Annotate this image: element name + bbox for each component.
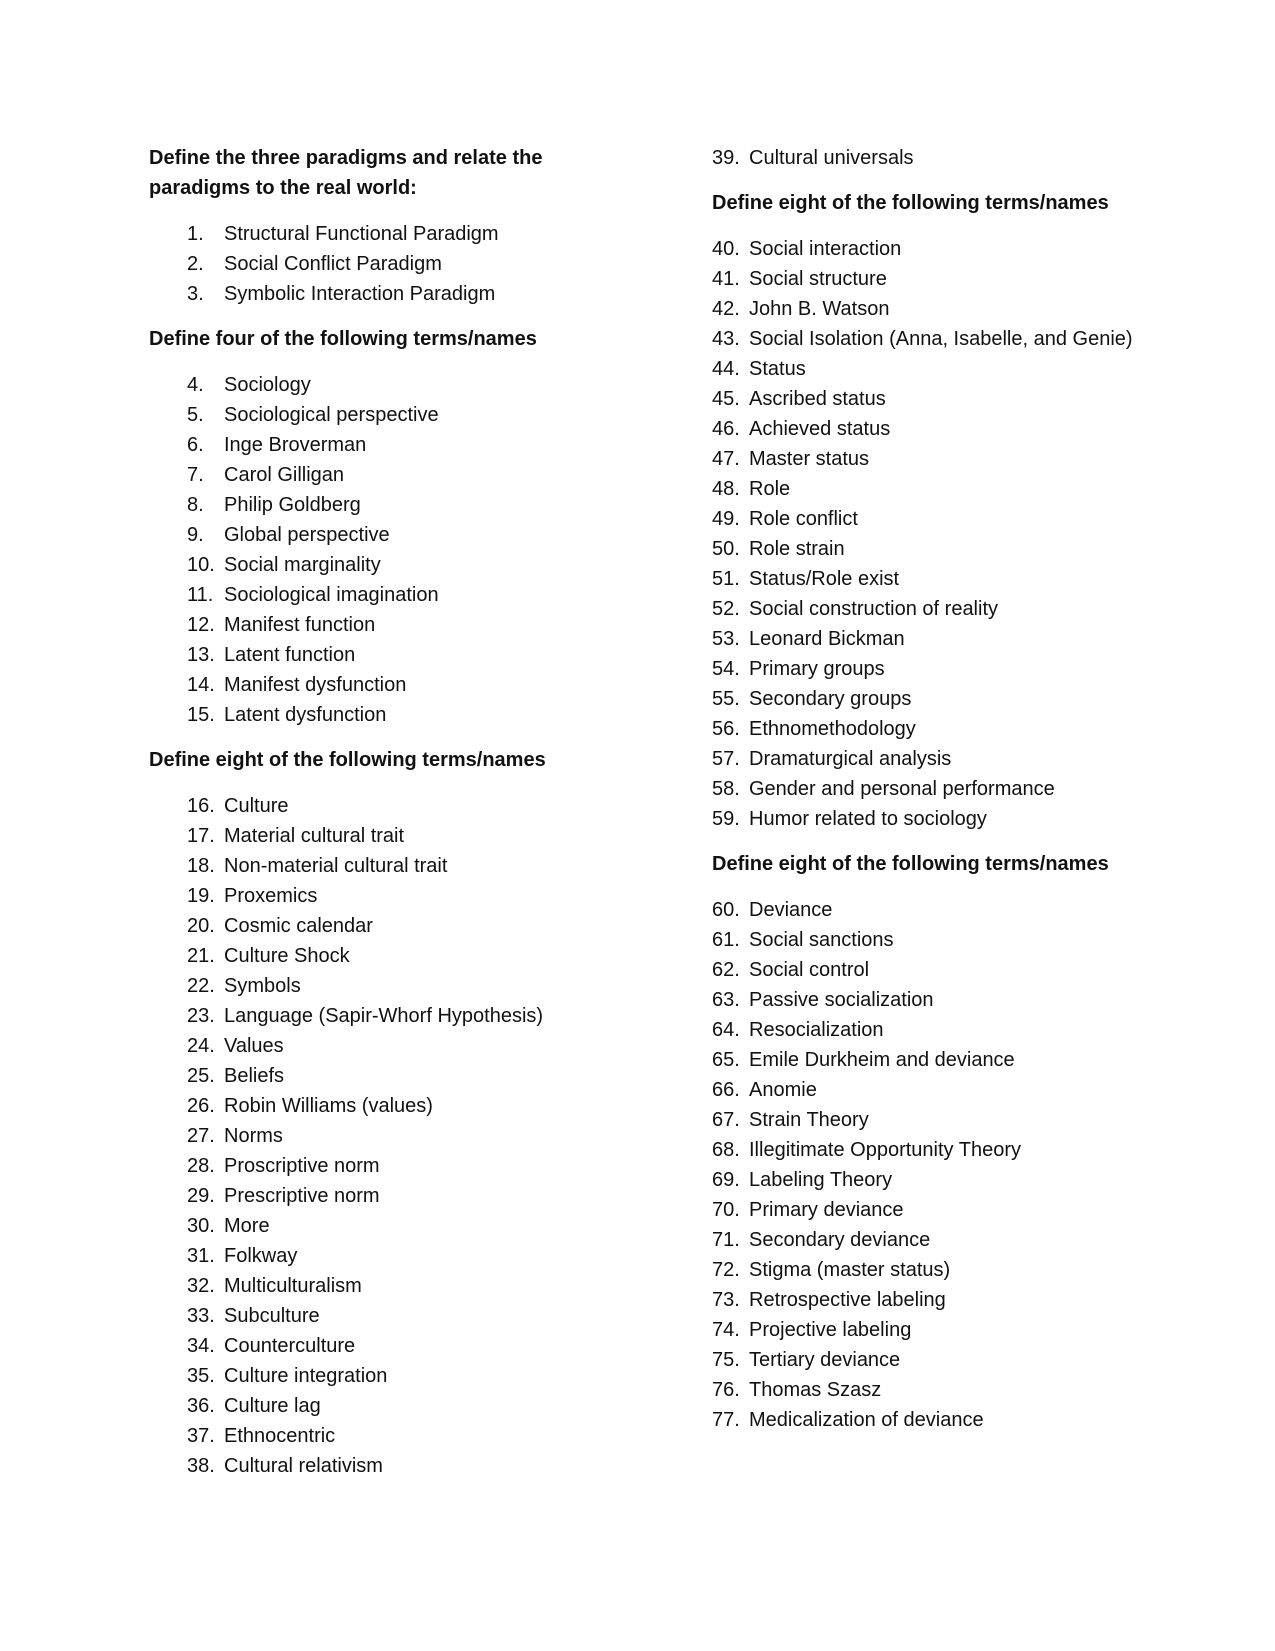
item-number: 69. [712,1169,740,1191]
item-number: 19. [187,885,215,907]
list-item [149,1121,619,1151]
list-item [149,881,619,911]
item-text: Material cultural trait [224,825,405,847]
item-text: Multiculturalism [224,1275,362,1297]
item-number: 56. [712,718,740,740]
item-text: Social construction of reality [749,598,999,620]
list-item [149,971,619,1001]
list-item [149,1241,619,1271]
list-item [712,564,1182,594]
list-item [712,534,1182,564]
list-item [712,1405,1182,1435]
item-number: 73. [712,1289,740,1311]
list-item [149,911,619,941]
item-text: Structural Functional Paradigm [224,223,499,245]
item-text: Illegitimate Opportunity Theory [749,1139,1021,1161]
term-list [149,791,619,1481]
list-item [149,550,619,580]
item-number: 71. [712,1229,740,1251]
item-number: 45. [712,388,740,410]
list-item [712,1105,1182,1135]
item-number: 27. [187,1125,215,1147]
item-text: Robin Williams (values) [224,1095,433,1117]
item-text: Stigma (master status) [749,1259,951,1281]
list-item [149,700,619,730]
item-number: 63. [712,989,740,1011]
item-text: Secondary groups [749,688,912,710]
list-item [149,1181,619,1211]
item-number: 5. [187,404,204,426]
item-number: 28. [187,1155,215,1177]
item-text: Status/Role exist [749,568,900,590]
item-text: Philip Goldberg [224,494,361,516]
list-item [712,1285,1182,1315]
item-number: 14. [187,674,215,696]
item-text: Achieved status [749,418,891,440]
item-number: 7. [187,464,204,486]
item-text: Folkway [224,1245,298,1267]
item-text: Culture [224,795,289,817]
list-item [712,985,1182,1015]
item-number: 2. [187,253,204,275]
list-item [712,143,1182,173]
item-text: Projective labeling [749,1319,912,1341]
item-number: 51. [712,568,740,590]
list-item [149,1211,619,1241]
item-number: 25. [187,1065,215,1087]
item-number: 8. [187,494,204,516]
item-text: Secondary deviance [749,1229,931,1251]
item-text: Anomie [749,1079,817,1101]
item-number: 47. [712,448,740,470]
item-text: Language (Sapir-Whorf Hypothesis) [224,1005,544,1027]
item-text: Beliefs [224,1065,285,1087]
item-number: 29. [187,1185,215,1207]
list-item [712,624,1182,654]
item-number: 4. [187,374,204,396]
list-item [149,640,619,670]
item-number: 1. [187,223,204,245]
list-item [712,955,1182,985]
item-text: Ethnocentric [224,1425,336,1447]
list-item [149,370,619,400]
item-text: Role strain [749,538,845,560]
item-text: Prescriptive norm [224,1185,380,1207]
item-number: 36. [187,1395,215,1417]
section-heading: Define eight of the following terms/names [149,749,546,771]
item-number: 57. [712,748,740,770]
item-text: Latent dysfunction [224,704,387,726]
section-heading: Define the three paradigms and relate the paradigms to the real world: [149,147,543,199]
item-text: Norms [224,1125,283,1147]
list-item [149,1451,619,1481]
item-text: Ascribed status [749,388,886,410]
list-item [149,791,619,821]
item-text: Retrospective labeling [749,1289,946,1311]
item-text: Proxemics [224,885,318,907]
section-heading: Define eight of the following terms/names [712,192,1109,214]
list-item [712,414,1182,444]
item-number: 32. [187,1275,215,1297]
item-number: 17. [187,825,215,847]
item-text: Values [224,1035,284,1057]
item-text: Latent function [224,644,356,666]
list-item [149,460,619,490]
item-number: 41. [712,268,740,290]
item-number: 31. [187,1245,215,1267]
item-number: 34. [187,1335,215,1357]
item-text: Non-material cultural trait [224,855,448,877]
item-number: 62. [712,959,740,981]
item-text: Social Isolation (Anna, Isabelle, and Genie) [749,328,1133,350]
term-list [712,895,1182,1435]
list-item [712,654,1182,684]
item-number: 42. [712,298,740,320]
item-text: Leonard Bickman [749,628,905,650]
item-number: 66. [712,1079,740,1101]
item-text: Social sanctions [749,929,894,951]
item-text: Social Conflict Paradigm [224,253,442,275]
item-text: Social interaction [749,238,902,260]
item-text: Ethnomethodology [749,718,916,740]
item-number: 59. [712,808,740,830]
list-item [712,895,1182,925]
item-number: 74. [712,1319,740,1341]
list-item [712,444,1182,474]
item-text: Sociological perspective [224,404,439,426]
item-text: Counterculture [224,1335,356,1357]
item-text: Resocialization [749,1019,884,1041]
item-number: 30. [187,1215,215,1237]
list-item [149,580,619,610]
item-number: 54. [712,658,740,680]
list-item [712,744,1182,774]
list-item [149,1271,619,1301]
item-text: Global perspective [224,524,390,546]
list-item [149,1001,619,1031]
list-item [149,1031,619,1061]
list-item [712,1135,1182,1165]
list-item [149,1331,619,1361]
list-item [149,1391,619,1421]
item-number: 12. [187,614,215,636]
item-text: Passive socialization [749,989,934,1011]
item-number: 60. [712,899,740,921]
item-number: 76. [712,1379,740,1401]
list-item [712,1015,1182,1045]
item-number: 50. [712,538,740,560]
list-item [712,1195,1182,1225]
list-item [149,520,619,550]
item-text: Cultural universals [749,147,914,169]
item-number: 70. [712,1199,740,1221]
item-text: Symbolic Interaction Paradigm [224,283,496,305]
list-item [712,1315,1182,1345]
list-item [712,384,1182,414]
item-text: Thomas Szasz [749,1379,882,1401]
item-number: 15. [187,704,215,726]
list-item [149,610,619,640]
item-number: 38. [187,1455,215,1477]
item-number: 24. [187,1035,215,1057]
item-text: Manifest function [224,614,376,636]
list-item [149,1301,619,1331]
list-item [149,430,619,460]
list-item [149,1421,619,1451]
left-column [149,143,619,1481]
list-item [712,594,1182,624]
item-number: 40. [712,238,740,260]
list-item [712,714,1182,744]
item-number: 26. [187,1095,215,1117]
item-number: 39. [712,147,740,169]
list-item [149,851,619,881]
item-text: Labeling Theory [749,1169,893,1191]
item-number: 46. [712,418,740,440]
item-text: Sociology [224,374,311,396]
section-heading: Define four of the following terms/names [149,328,537,350]
item-text: Strain Theory [749,1109,869,1131]
item-number: 18. [187,855,215,877]
list-item [149,821,619,851]
item-text: Culture lag [224,1395,321,1417]
item-number: 33. [187,1305,215,1327]
list-item [149,1361,619,1391]
item-number: 55. [712,688,740,710]
list-item [712,474,1182,504]
item-text: Status [749,358,806,380]
item-text: Tertiary deviance [749,1349,901,1371]
item-text: Sociological imagination [224,584,439,606]
item-text: Proscriptive norm [224,1155,380,1177]
list-item [712,264,1182,294]
item-number: 68. [712,1139,740,1161]
item-number: 52. [712,598,740,620]
item-text: Carol Gilligan [224,464,345,486]
list-item [712,1375,1182,1405]
item-number: 6. [187,434,204,456]
list-item [712,1345,1182,1375]
list-item [712,774,1182,804]
item-text: More [224,1215,270,1237]
item-number: 35. [187,1365,215,1387]
list-item [712,294,1182,324]
list-item [149,219,619,249]
item-number: 10. [187,554,215,576]
item-number: 77. [712,1409,740,1431]
list-item [149,1091,619,1121]
list-item [712,925,1182,955]
item-text: Primary deviance [749,1199,904,1221]
list-item [712,1045,1182,1075]
list-item [712,1255,1182,1285]
item-number: 22. [187,975,215,997]
item-text: Inge Broverman [224,434,367,456]
item-number: 72. [712,1259,740,1281]
list-item [149,490,619,520]
list-item [712,324,1182,354]
list-item [712,504,1182,534]
item-number: 16. [187,795,215,817]
item-number: 48. [712,478,740,500]
item-number: 65. [712,1049,740,1071]
item-number: 20. [187,915,215,937]
item-text: Social structure [749,268,887,290]
item-number: 23. [187,1005,215,1027]
term-list [149,219,619,309]
item-number: 43. [712,328,740,350]
item-number: 58. [712,778,740,800]
term-list [149,370,619,730]
list-item [712,1165,1182,1195]
list-item [149,249,619,279]
item-text: Humor related to sociology [749,808,987,830]
item-text: Cultural relativism [224,1455,383,1477]
term-list [712,234,1182,834]
term-list [712,143,1182,173]
item-number: 67. [712,1109,740,1131]
item-number: 75. [712,1349,740,1371]
item-text: Social marginality [224,554,381,576]
item-text: Dramaturgical analysis [749,748,952,770]
item-text: Role conflict [749,508,858,530]
item-number: 44. [712,358,740,380]
list-item [149,1151,619,1181]
list-item [712,234,1182,264]
item-text: Social control [749,959,870,981]
item-text: Subculture [224,1305,320,1327]
list-item [712,804,1182,834]
item-number: 11. [187,584,214,606]
item-text: Manifest dysfunction [224,674,407,696]
item-number: 21. [187,945,215,967]
item-text: Gender and personal performance [749,778,1055,800]
item-text: Deviance [749,899,833,921]
item-text: Emile Durkheim and deviance [749,1049,1015,1071]
item-text: Role [749,478,791,500]
item-text: Cosmic calendar [224,915,373,937]
list-item [149,670,619,700]
list-item [149,941,619,971]
list-item [712,354,1182,384]
item-number: 37. [187,1425,215,1447]
list-item [712,1225,1182,1255]
list-item [149,400,619,430]
item-text: Primary groups [749,658,885,680]
item-number: 53. [712,628,740,650]
section-heading: Define eight of the following terms/names [712,853,1109,875]
item-text: Medicalization of deviance [749,1409,984,1431]
item-number: 64. [712,1019,740,1041]
list-item [149,1061,619,1091]
item-number: 61. [712,929,740,951]
item-text: Symbols [224,975,301,997]
item-number: 13. [187,644,215,666]
item-text: Culture integration [224,1365,388,1387]
list-item [149,279,619,309]
list-item [712,1075,1182,1105]
item-text: Culture Shock [224,945,350,967]
right-column [712,143,1182,1435]
item-number: 3. [187,283,204,305]
item-text: Master status [749,448,870,470]
item-text: John B. Watson [749,298,890,320]
item-number: 9. [187,524,204,546]
list-item [712,684,1182,714]
item-number: 49. [712,508,740,530]
